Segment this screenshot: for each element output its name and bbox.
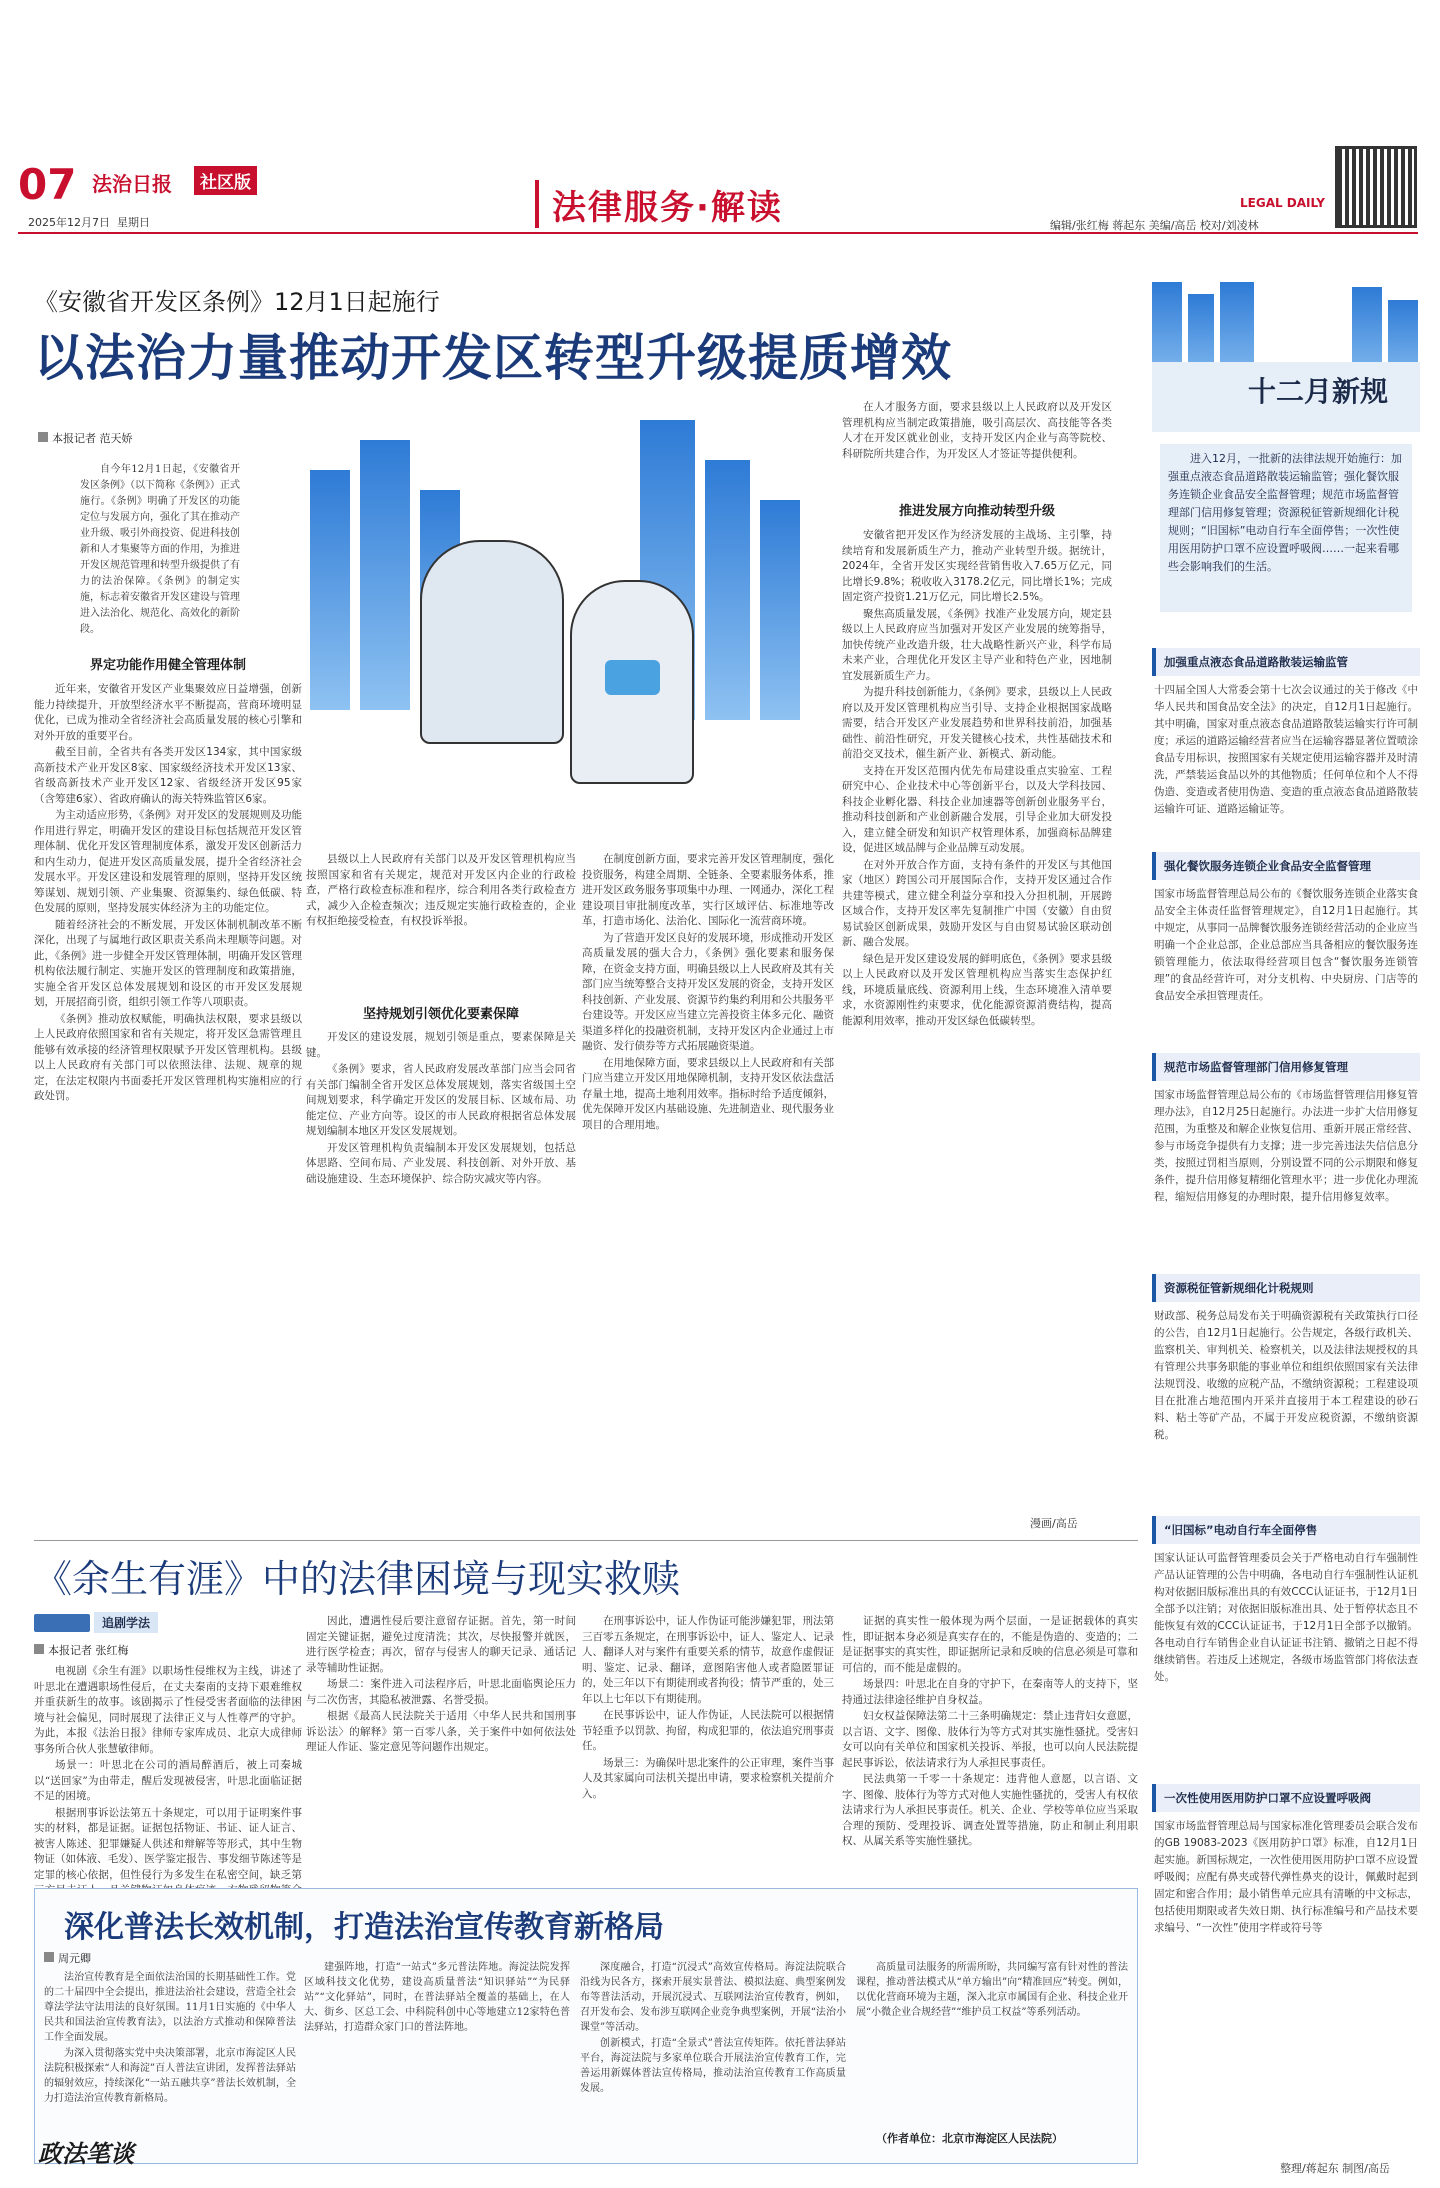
sidebar-item-title: 加强重点液态食品道路散装运输监管 (1152, 648, 1420, 676)
second-byline: 本报记者 张红梅 (34, 1642, 129, 1658)
lead-subhead-3: 推进发展方向推动转型升级 (898, 504, 1055, 519)
divider (34, 1540, 1138, 1541)
lead-column-2-top: 县级以上人民政府有关部门以及开发区管理机构应当按照国家和省有关规定，规范对开发区内企业的行政检查，严格行政检查标准和程序，综合利用各类行政检查方式，减少入企检查频次；违反规定实施行政检查的，企业有权拒绝接受检查，有权投诉举报。 (306, 853, 576, 927)
issue-date: 2025年12月7日 星期日 (28, 216, 150, 229)
lead-column-4-top: 在人才服务方面，要求县级以上人民政府以及开发区管理机构应当制定政策措施，吸引高层次、高技能等各类人才在开发区就业创业，支持开发区内企业与高等院校、科研院所共建合作，为开发区人才签证等提供便利。 (842, 401, 1112, 460)
edition-badge: 社区版 (194, 166, 257, 195)
sidebar-item (1152, 1274, 1420, 1516)
second-column-2: 因此，遭遇性侵后要注意留存证据。首先，第一时间固定关键证据，避免过度清洗；其次，尽快报警并就医，进行医学检查；再次，留存与侵害人的聊天记录、通话记录等辅助性证据。 场景二：案件进入司法程序后，叶思北面临舆论压力与二次伤害，其隐私被泄露、名誉受损。 根据《最高人民法院关于适用〈中华人民共和国刑事诉讼法〉的解释》第一百零八条，关于案件中如何依法处理证人作证、鉴定意见等问题作出规定。 (306, 1615, 576, 1753)
sidebar-item-title: “旧国标”电动自行车全面停售 (1152, 1516, 1420, 1544)
sidebar-item-body: 国家市场监督管理总局公布的《市场监督管理信用修复管理办法》，自12月25日起施行。办法进一步扩大信用修复范围，为重整及和解企业恢复信用、重新开展正常经营、参与市场竞争提供有力支撑；进一步完善违法失信信息分类，按照过罚相当原则，分别设置不同的公示期限和修复条件，提升信用修复精细化管理水平；进一步优化办理流程，缩短信用修复的办理时限，提升信用修复效率。 (1154, 1089, 1418, 1203)
byline-marker-icon (34, 1644, 44, 1654)
paper-name: 法治日报 (92, 172, 172, 196)
sidebar-title: 十二月新规 (1248, 375, 1389, 408)
sidebar-item-body: 财政部、税务总局发布关于明确资源税有关政策执行口径的公告，自12月1日起施行。公告规定，各级行政机关、监察机关、审判机关、检察机关，以及法律法规授权的具有管理公共事务职能的事业单位和组织依照国家有关法律法规罚没、收缴的应税产品，不缴纳资源税；工程建设项目在批准占地范围内开采并直接用于本工程建设的砂石料、粘土等矿产品，不属于开发应税资源，不缴纳资源税。 (1154, 1310, 1418, 1441)
byline-marker-icon (38, 432, 48, 442)
second-title: 《余生有涯》中的法律困境与现实救赎 (34, 1557, 681, 1601)
sidebar-item (1152, 852, 1420, 1053)
sidebar-list (1152, 648, 1420, 2010)
people-icon (34, 1614, 90, 1632)
sidebar-item-body: 国家认证认可监督管理委员会关于严格电动自行车强制性产品认证管理的公告中明确，各电动自行车强制性认证机构对依据旧版标准出具的有效CCC认证证书，于12月1日全部予以注销；对依据旧版标准出具、处于暂停状态且不能恢复有效的CCC认证证书，于12月1日全部予以撤销。各电动自行车销售企业自认证证书注销、撤销之日起不得继续销售。若违反上述规定，各级市场监管部门将依法查处。 (1154, 1552, 1418, 1683)
sidebar-item (1152, 1784, 1420, 2010)
sidebar-banner (1152, 282, 1420, 432)
third-column-1: 法治宣传教育是全面依法治国的长期基础性工作。党的二十届四中全会提出，推进法治社会建设，营造全社会尊法学法守法用法的良好氛围。11月1日实施的《中华人民共和国法治宣传教育法》，以法治方式推动和保障普法工作全面发展。 为深入贯彻落实党中央决策部署，北京市海淀区人民法院积极探索“人和海淀”百人普法宣讲团，发挥普法驿站的辐射效应，持续深化“一站五融共享”普法长效机制，全力打造法治宣传教育新格局。 (44, 1972, 296, 2104)
sidebar-item-title: 强化餐饮服务连锁企业食品安全监督管理 (1152, 852, 1420, 880)
lead-illustration (300, 420, 820, 820)
lead-column-1: 近年来，安徽省开发区产业集聚效应日益增强，创新能力持续提升，开放型经济水平不断提高，营商环境明显优化，已成为推动全省经济社会高质量发展的核心引擎和对外开放的重要平台。 截至目前，全省共有各类开发区134家，其中国家级高新技术产业开发区8家、国家级经济技术开发区13家、省级高新技术产业开发区12家、省级经济开发区95家（含筹建6家）、省政府确认的海关特殊监管区6家。 为主动适应形势，《条例》对开发区的发展规则及功能作用进行界定，明确开发区的建设目标包括规范开发区管理体制、优化开发区管理制度体系，激发开发区创新活力和内生动力，促进开发区高质量发展，提升全省经济社会发展水平。开发区建设和发展管理的原则，坚持开发区统筹谋划、规划引领、产业集聚、资源集约、绿色低碳、特色发展的原则，坚持发展实体经济为主的功能定位。 随着经济社会的不断发展，开发区体制机制改革不断深化，出现了与属地行政区职责关系尚未理顺等问题。对此，《条例》进一步健全开发区管理体制，明确开发区管理机构依法履行制定、实施开发区的管理制度和政策措施，实施全省开发区总体发展规划和设区的市开发区发展规划，开展招商引资，组织引领工作等八项职责。 《条例》推动放权赋能，明确执法权限，要求县级以上人民政府依照国家和省有关规定，将开发区急需管理且能够有效承接的经济管理权限赋予开发区管理机构。县级以上人民政府有关部门可以依照法律、法规、规章的规定，在法定权限内书面委托开发区管理机构实施相应的行政处罚。 (34, 683, 302, 1102)
second-column-4: 证据的真实性一般体现为两个层面，一是证据载体的真实性，即证据本身必须是真实存在的，不能是伪造的、变造的；二是证据事实的真实性，即证据所记录和反映的信息必须是可靠和可信的，而不能是虚假的。 场景四：叶思北在自身的守护下，在秦南等人的支持下，坚持通过法律途径维护自身权益。 妇女权益保障法第二十三条明确规定：禁止违背妇女意愿，以言语、文字、图像、肢体行为等方式对其实施性骚扰。受害妇女可以向有关单位和国家机关投诉、举报，也可以向人民法院提起民事诉讼，依法请求行为人承担民事责任。 民法典第一千零一十条规定：违背他人意愿，以言语、文字、图像、肢体行为等方式对他人实施性骚扰的，受害人有权依法请求行为人承担民事责任。机关、企业、学校等单位应当采取合理的预防、受理投诉、调查处置等措施，防止和制止利用职权、从属关系等实施性骚扰。 (842, 1615, 1138, 1847)
lead-subhead-1: 界定功能作用健全管理体制 (89, 658, 246, 673)
sidebar-item-body: 国家市场监督管理总局公布的《餐饮服务连锁企业落实食品安全主体责任监督管理规定》，自12月1日起施行。其中规定，从事同一品牌餐饮服务连锁经营活动的企业应当明确一个企业总部，企业总部应当具备相应的餐饮服务连锁管理能力，依法取得经营项目包含“餐饮服务连锁管理”的食品经营许可，对分支机构、中央厨房、门店等的食品安全承担管理责任。 (1154, 888, 1418, 1002)
third-column-2: 建强阵地，打造“一站式”多元普法阵地。海淀法院发挥区域科技文化优势，建设高质量普法“知识驿站”“为民驿站”“文化驿站”，同时，在普法驿站全覆盖的基础上，在人大、街乡、区总工会、中科院科创中心等地建立12家特色普法驿站，打造群众家门口的普法阵地。 (304, 1962, 570, 2033)
lead-subhead-2: 坚持规划引领优化要素保障 (362, 1007, 519, 1022)
section-rule (535, 180, 539, 228)
lead-column-2: 开发区的建设发展，规划引领是重点，要素保障是关键。 《条例》要求，省人民政府发展改革部门应当会同省有关部门编制全省开发区总体发展规划，落实省级国土空间规划要求，科学确定开发区的发展目标、区域布局、功能定位、产业方向等。设区的市人民政府根据省总体发展规划编制本地区开发区发展规划。 开发区管理机构负责编制本开发区发展规划，包括总体思路、空间布局、产业发展、科技创新、对外开放、基础设施建设、生态环境保护、综合防灾减灾等内容。 (306, 1031, 576, 1185)
editors-line: 编辑/张红梅 蒋起东 美编/高岳 校对/刘凌林 (1050, 219, 1259, 232)
lead-column-4: 安徽省把开发区作为经济发展的主战场、主引擎，持续培育和发展新质生产力，推动产业转型升级。据统计，2024年，全省开发区实现经营销售收入7.65万亿元，同比增长9.8%；税收收入3178.2亿元，同比增长1%；完成固定资产投资1.21万亿元，同比增长2.5%。 聚焦高质量发展，《条例》找准产业发展方向，规定县级以上人民政府应当加强对开发区产业发展的统筹指导，加快传统产业改造升级，壮大战略性新兴产业，科学布局未来产业，合理优化开发区主导产业和特色产业，因地制宜发展新质生产力。 为提升科技创新能力，《条例》要求，县级以上人民政府以及开发区管理机构应当引导、支持企业根据国家战略需要，结合开发区产业发展趋势和世界科技前沿，加强基础性、前沿性研究，开发关键核心技术，共性基础技术和前沿交叉技术，催生新产业、新模式、新动能。 支持在开发区范围内优先布局建设重点实验室、工程研究中心、企业技术中心等创新平台，以及大学科技园、科技企业孵化器、科技企业加速器等创新创业服务平台，推动科技创新和产业创新融合发展，引导企业加大研发投入，建立健全研发和知识产权管理体系，加强商标品牌建设，促进区域品牌与企业品牌互动发展。 在对外开放合作方面，支持有条件的开发区与其他国家（地区）跨国公司开展国际合作，支持开发区通过合作共建等模式，建立健全利益分享和投入分担机制，开展跨区域合作，支持开发区率先复制推广中国（安徽）自由贸易试验区创新成果，鼓励开发区与自由贸易试验区联动创新、融合发展。 绿色是开发区建设发展的鲜明底色，《条例》要求县级以上人民政府以及开发区管理机构应当落实生态保护红线，环境质量底线、资源利用上线，生态环境准入清单要求，水资源刚性约束要求，优化能源资源消费结构，提高能源利用效率，推动开发区绿色低碳转型。 (842, 529, 1112, 1027)
lead-kicker: 《安徽省开发区条例》12月1日起施行 (34, 288, 440, 316)
sidebar-item-title: 一次性使用医用防护口罩不应设置呼吸阀 (1152, 1784, 1420, 1812)
sidebar-item-body: 国家市场监督管理总局与国家标准化管理委员会联合发布的GB 19083-2023《医用防护口罩》标准，自12月1日起实施。新国标规定，一次性使用医用防护口罩不应设置呼吸阀；应配有鼻夹或替代弹性鼻夹的设计，佩戴时起到固定和密合作用；最小销售单元应具有清晰的中文标志，包括使用期限或者失效日期、执行标准编号和产品技术要求编号、“一次性”使用字样或符号等 (1154, 1820, 1418, 1934)
lead-column-3: 在制度创新方面，要求完善开发区管理制度，强化投资服务，构建全周期、全链条、全要素服务体系，推进开发区政务服务事项集中办理、一网通办，深化工程建设项目审批制度改革，实行区域评估、标准地等改革，打造市场化、法治化、国际化一流营商环境。 为了营造开发区良好的发展环境，形成推动开发区高质量发展的强大合力，《条例》强化要素和服务保障，在资金支持方面，明确县级以上人民政府及其有关部门应当统筹整合支持开发区发展的资金，支持开发区科技创新、产业发展、资源节约集约利用和公共服务平台建设等。开发区应当建立完善投资主体多元化、融资渠道多样化的投融资机制，支持开发区内企业通过上市融资、发行债券等方式拓展融资渠道。 在用地保障方面，要求县级以上人民政府和有关部门应当建立开发区用地保障机制，支持开发区依法盘活存量土地，提高土地利用效率。指标时给予适度倾斜，优先保障开发区内基础设施、先进制造业、现代服务业项目的合理用地。 (582, 853, 834, 1131)
second-column-1: 电视剧《余生有涯》以职场性侵维权为主线，讲述了叶思北在遭遇职场性侵后，在丈夫秦南的支持下艰难维权并重获新生的故事。该剧揭示了性侵受害者面临的法律困境与社会偏见，同时展现了法律正义与人性尊严的守护。为此，本报《法治日报》律师专家库成员、北京大成律师事务所合伙人张慧敏律师。 场景一：叶思北在公司的酒局醉酒后，被上司秦城以“送回家”为由带走，醒后发现被侵害，叶思北面临证据不足的困境。 根据刑事诉讼法第五十条规定，可以用于证明案件事实的材料，都是证据。证据包括物证、书证、证人证言、被害人陈述、犯罪嫌疑人供述和辩解等等形式，其中生物物证（如体液、毛发）、医学鉴定报告、事发细节陈述等是定罪的核心依据，但性侵行为多发生在私密空间，缺乏第 (34, 1665, 302, 1881)
column-tag: 追剧学法 (34, 1612, 184, 1634)
second-column-3: 在刑事诉讼中，证人作伪证可能涉嫌犯罪，刑法第三百零五条规定，在刑事诉讼中，证人、鉴定人、记录人、翻译人对与案件有重要关系的情节，故意作虚假证明、鉴定、记录、翻译，意图陷害他人或者隐匿罪证的，处三年以下有期徒刑或者拘役；情节严重的，处三年以上七年以下有期徒刑。 在民事诉讼中，证人作伪证，人民法院可以根据情节轻重予以罚款、拘留，构成犯罪的，依法追究刑事责任。 场景三：为确保叶思北案件的公正审理，案件当事人及其家属向司法机关提出申请，要求检察机关提前介入。 (582, 1615, 834, 1800)
page-number: 07 (18, 160, 77, 209)
section-title: 法律服务·解读 (552, 188, 783, 228)
sidebar-item-body: 十四届全国人大常委会第十七次会议通过的关于修改《中华人民共和国食品安全法》的决定，自12月1日起施行。其中明确，国家对重点液态食品道路散装运输实行许可制度；承运的道路运输经营者应当在运输容器显著位置喷涂食品专用标识，按照国家有关规定使用运输容器并及时清洗，严禁装运食品以外的其他物质；任何单位和个人不得伪造、变造或者使用伪造、变造的重点液态食品道路散装运输许可证、道路运输证等。 (1154, 684, 1418, 815)
third-byline: 周元卿 (44, 1950, 91, 1966)
lead-title: 以法治力量推动开发区转型升级提质增效 (34, 329, 952, 387)
third-column-3: 深度融合，打造“沉浸式”高效宣传格局。海淀法院联合沿线为民各方，探索开展实景普法、模拟法庭、典型案例发布等普法活动，开展沉浸式、互联网法治宣传教育，例如，召开发布会、发布涉互联网企业竞争典型案例，开展“法治小课堂”等活动。 创新模式，打造“全景式”普法宣传矩阵。依托普法驿站平台，海淀法院与多家单位联合开展法治宣传教育工作，完善运用新媒体普法宣传格局，推动法治宣传教育工作高质量发展。 (580, 1962, 846, 2094)
sidebar-item (1152, 1516, 1420, 1784)
third-title: 深化普法长效机制，打造法治宣传教育新格局 (64, 1910, 664, 1945)
sidebar-item-title: 资源税征管新规细化计税规则 (1152, 1274, 1420, 1302)
masthead-rule (18, 232, 1418, 234)
sidebar-intro: 进入12月，一批新的法律法规开始施行：加强重点液态食品道路散装运输监管；强化餐饮服务连锁企业食品安全监督管理；规范市场监督管理部门信用修复管理；资源税征管新规细化计税规则；“旧国标”电动自行车全面停售；一次性使用医用防护口罩不应设置呼吸阀……一起来看哪些会影响我们的生活。 (1160, 444, 1412, 612)
lead-byline: 本报记者 范天娇 (38, 430, 133, 446)
sidebar-item (1152, 1053, 1420, 1274)
sidebar-item-title: 规范市场监督管理部门信用修复管理 (1152, 1053, 1420, 1081)
sidebar-item (1152, 648, 1420, 852)
third-column-4: 高质量司法服务的所需所盼，共同编写富有针对性的普法课程，推动普法模式从“单方输出”向“精准回应”转变。例如，以优化营商环境为主题，深入北京市属国有企业、科技企业开展“小微企业合规经营”“维护员工权益”等系列活动。 (856, 1962, 1128, 2018)
sidebar-footer: 整理/蒋起东 制图/高岳 (1280, 2162, 1390, 2175)
brand-en: LEGAL DAILY (1240, 196, 1325, 210)
byline-marker-icon (44, 1952, 54, 1962)
qr-code-icon (1335, 146, 1417, 228)
lead-summary: 自今年12月1日起，《安徽省开发区条例》（以下简称《条例》）正式施行。《条例》明确了开发区的功能定位与发展方向，强化了其在推动产业升级、吸引外商投资、促进科技创新和人才集聚等方面的作用，为推进开发区规范管理和转型升级提供了有力的法治保障。《条例》的制定实施，标志着安徽省开发区建设与管理进入法治化、规范化、高效化的新阶段。 (80, 464, 240, 635)
third-author: （作者单位：北京市海淀区人民法院） (876, 2132, 1063, 2145)
column-corner-label: 政法笔谈 (38, 2140, 134, 2168)
illustration-credit: 漫画/高岳 (1030, 1517, 1078, 1530)
